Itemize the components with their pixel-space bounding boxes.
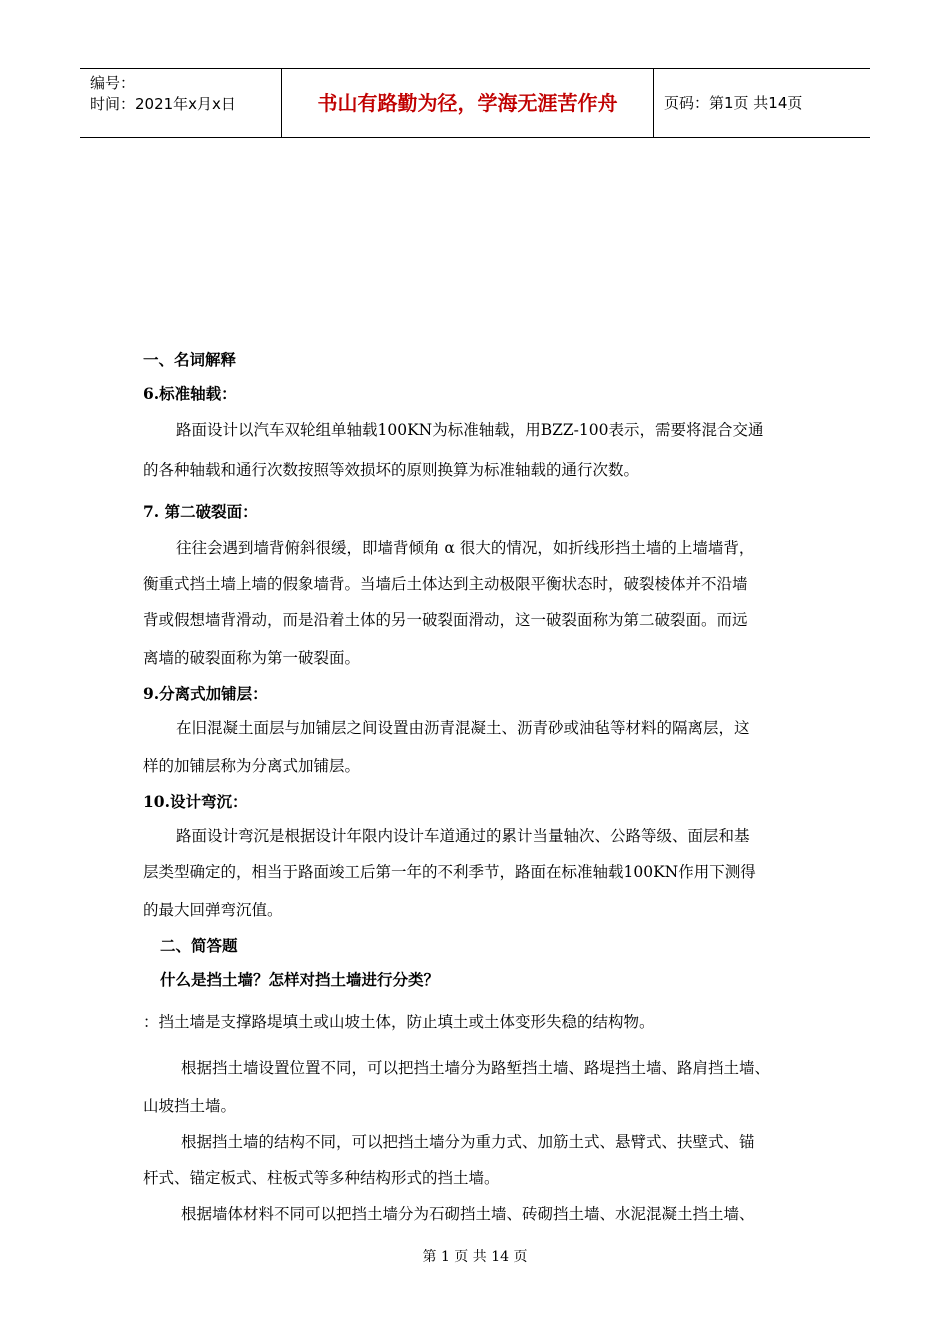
time-label: 时间：2021年x月x日 <box>90 95 236 113</box>
answer-line: 根据墙体材料不同可以把挡土墙分为石砌挡土墙、砖砌挡土墙、水泥混凝土挡土墙、 <box>181 1205 755 1223</box>
term-title: 7. 第二破裂面： <box>143 502 258 521</box>
term-title: 9.分离式加铺层： <box>143 684 268 703</box>
answer-line: ：挡土墙是支撑路堤填土或山坡土体，防止填土或土体变形失稳的结构物。 <box>143 1013 655 1031</box>
term-text-line: 层类型确定的，相当于路面竣工后第一年的不利季节，路面在标准轴载100KN作用下测得 <box>143 863 756 881</box>
term-text-line: 在旧混凝土面层与加铺层之间设置由沥青混凝土、沥青砂或油毡等材料的隔离层，这 <box>176 719 750 737</box>
answer-line: 杆式、锚定板式、柱板式等多种结构形式的挡土墙。 <box>143 1169 500 1187</box>
section-heading-terms: 一、名词解释 <box>143 350 237 369</box>
term-title: 6.标准轴载： <box>143 384 237 403</box>
term-text-line: 路面设计弯沉是根据设计年限内设计车道通过的累计当量轴次、公路等级、面层和基 <box>176 827 750 845</box>
header-page-info: 页码：第1页 共14页 <box>664 94 803 112</box>
term-text-line: 的各种轴载和通行次数按照等效损坏的原则换算为标准轴载的通行次数。 <box>143 461 640 479</box>
term-text-line: 的最大回弹弯沉值。 <box>143 901 283 919</box>
term-text-line: 背或假想墙背滑动，而是沿着土体的另一破裂面滑动，这一破裂面称为第二破裂面。而远 <box>143 611 748 629</box>
answer-line: 根据挡土墙的结构不同，可以把挡土墙分为重力式、加筋土式、悬臂式、扶壁式、锚 <box>181 1133 755 1151</box>
page-footer: 第 1 页 共 14 页 <box>422 1249 528 1265</box>
term-text-line: 衡重式挡土墙上墙的假象墙背。当墙后土体达到主动极限平衡状态时，破裂棱体并不沿墙 <box>143 575 748 593</box>
term-title: 10.设计弯沉： <box>143 792 248 811</box>
answer-line: 根据挡土墙设置位置不同，可以把挡土墙分为路堑挡土墙、路堤挡土墙、路肩挡土墙、 <box>181 1059 771 1077</box>
term-text-line: 往往会遇到墙背俯斜很缓，即墙背倾角 α 很大的情况，如折线形挡土墙的上墙墙背， <box>176 539 755 557</box>
term-text-line: 路面设计以汽车双轮组单轴载100KN为标准轴载，用BZZ-100表示，需要将混合交通 <box>176 421 764 439</box>
term-text-line: 样的加铺层称为分离式加铺层。 <box>143 757 361 775</box>
number-label: 编号： <box>90 74 136 92</box>
section-heading-questions: 二、简答题 <box>160 936 238 955</box>
header-motto: 书山有路勤为径，学海无涯苦作舟 <box>282 69 654 137</box>
header-meta-cell <box>80 69 282 137</box>
question-text: 什么是挡土墙？怎样对挡土墙进行分类？ <box>160 970 440 989</box>
page-header <box>80 68 870 138</box>
term-text-line: 离墙的破裂面称为第一破裂面。 <box>143 649 361 667</box>
answer-line: 山坡挡土墙。 <box>143 1097 237 1115</box>
